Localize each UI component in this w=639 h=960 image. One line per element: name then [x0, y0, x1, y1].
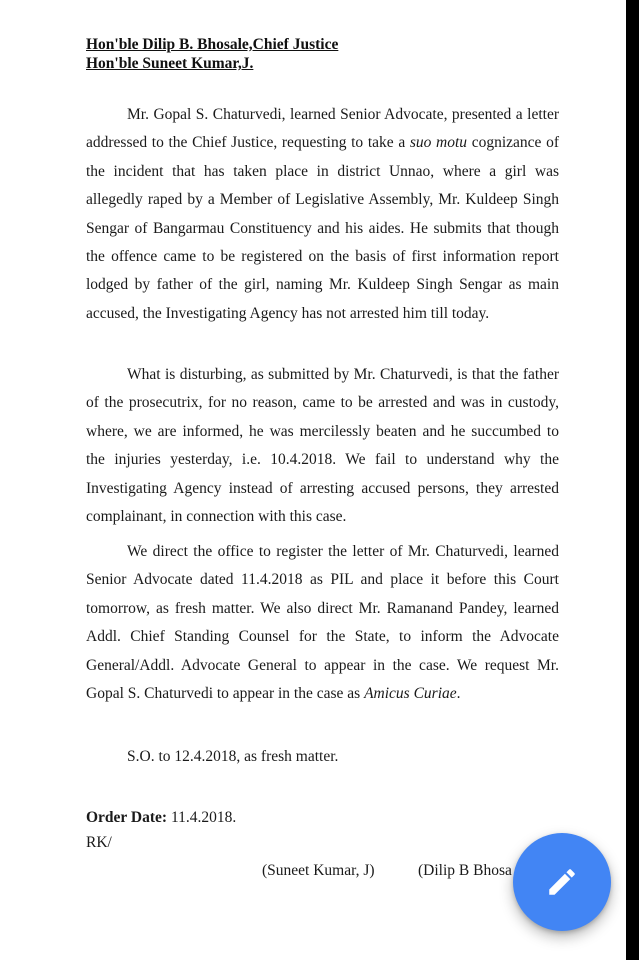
order-date [86, 809, 236, 827]
bench-judge-1: Hon'ble Dilip B. Bhosale,Chief Justice [86, 36, 339, 53]
screen-edge-strip [626, 0, 639, 960]
pencil-edit-icon [545, 865, 579, 899]
bench-heading [86, 35, 338, 73]
order-date-label: Order Date: [86, 809, 168, 826]
initials: RK/ [86, 834, 112, 851]
order-date-value: 11.4.2018. [167, 809, 237, 826]
paragraph-1: Mr. Gopal S. Chaturvedi, learned Senior Advocate, presented a letter addressed to the Chief Justice, requesting to take a suo motu cognizance of the incident that has taken place in district Unnao, where a girl was allegedly raped by a Member of Legislative Assembly, Mr. Kuldeep Singh Sengar of Bangarmau Constituency and his aides. He submits that though the offence came to be registered on the basis of first information report lodged by father of the girl, naming Mr. Kuldeep Singh Sengar as main accused, the Investigating Agency has not arrested him till today. [86, 106, 559, 322]
italic-amicus-curiae: Amicus Curiae [364, 685, 457, 703]
paragraph-3: We direct the office to register the letter of Mr. Chaturvedi, learned Senior Advocate dated 11.4.2018 as PIL and place it before this Court tomorrow, as fresh matter. We also direct Mr. Ramanand Pandey, learned Addl. Chief Standing Counsel for the State, to inform the Advocate General/Addl. Advocate General to appear in the case. We request Mr. Gopal S. Chaturvedi to appear in the case as Amicus Curiae. [86, 543, 559, 703]
signature-dilip-bhosale: (Dilip B Bhosa [418, 862, 512, 879]
standover-line: S.O. to 12.4.2018, as fresh matter. [127, 748, 339, 765]
signature-suneet-kumar: (Suneet Kumar, J) [262, 862, 375, 879]
edit-fab-button[interactable] [513, 833, 611, 931]
bench-judge-2: Hon'ble Suneet Kumar,J. [86, 55, 254, 72]
italic-suo-motu: suo motu [409, 134, 468, 152]
paragraph-2: What is disturbing, as submitted by Mr. Chaturvedi, is that the father of the prosecutrix, for no reason, came to be arrested and was in custody, where, we are informed, he was mercilessly beaten and he succumbed to the injuries yesterday, i.e. 10.4.2018. We fail to understand why the Investigating Agency instead of arresting accused persons, they arrested complainant, in connection with this case. [86, 366, 559, 526]
